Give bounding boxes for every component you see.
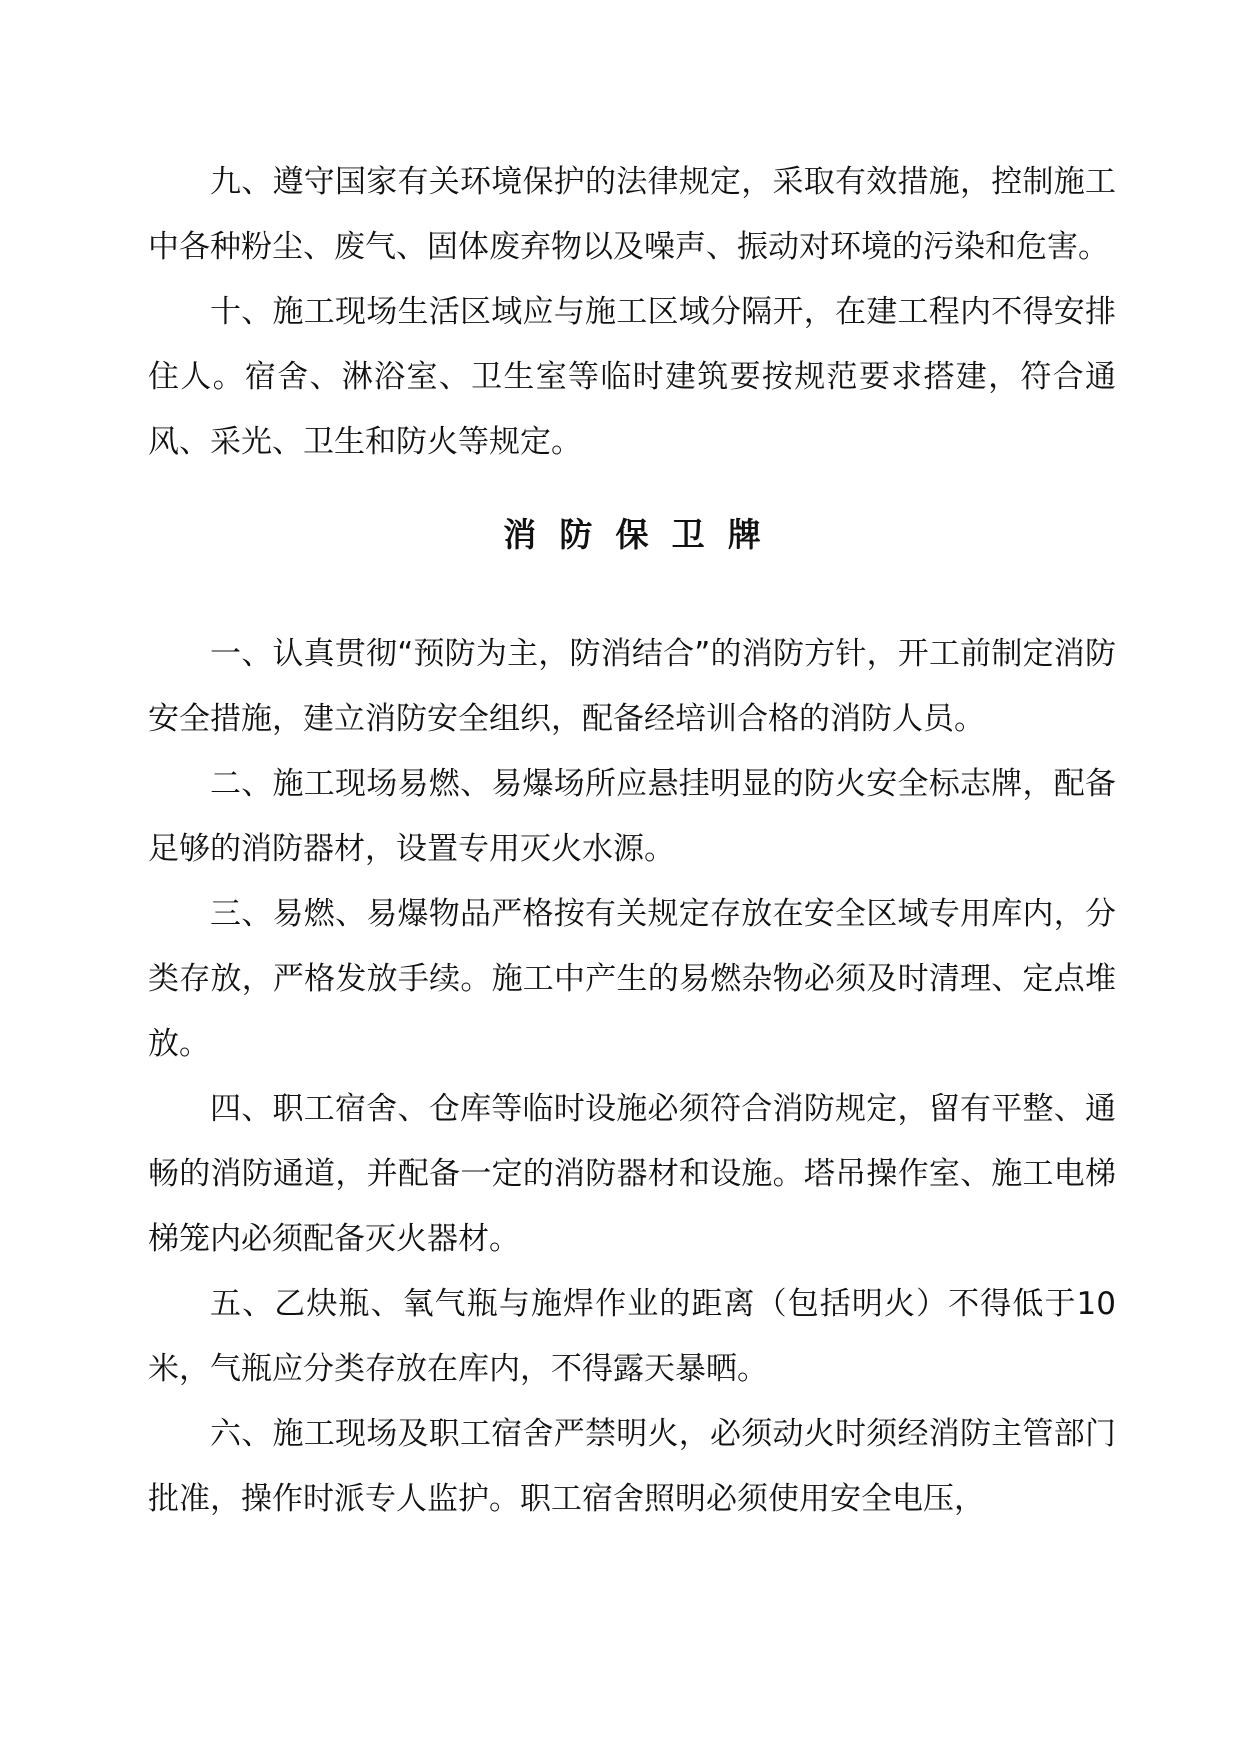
paragraph-dormitory-warehouse: 四、职工宿舍、仓库等临时设施必须符合消防规定，留有平整、通畅的消防通道，并配备一定的消防器材和设施。塔吊操作室、施工电梯梯笼内必须配备灭火器材。 (148, 1091, 1116, 1257)
paragraph-living-area: 十、施工现场生活区域应与施工区域分隔开，在建工程内不得安排住人。宿舍、淋浴室、卫生室等临时建筑要按规范要求搭建，符合通风、采光、卫生和防火等规定。 (148, 294, 1116, 460)
document-page (148, 150, 1116, 1532)
spacer (148, 475, 1116, 502)
section-title: 消防保卫牌 (503, 515, 784, 554)
spacer (148, 567, 1116, 622)
paragraph-flammable-storage: 三、易燃、易爆物品严格按有关规定存放在安全区域专用库内，分类存放，严格发放手续。施工中产生的易燃杂物必须及时清理、定点堆放。 (148, 896, 1116, 1062)
paragraph-environment-protection: 九、遵守国家有关环境保护的法律规定，采取有效措施，控制施工中各种粉尘、废气、固体废弃物以及噪声、振动对环境的污染和危害。 (148, 164, 1116, 265)
paragraph-open-flame: 六、施工现场及职工宿舍严禁明火，必须动火时须经消防主管部门批准，操作时派专人监护。职工宿舍照明必须使用安全电压， (148, 1416, 1116, 1517)
paragraph-fire-signs: 二、施工现场易燃、易爆场所应悬挂明显的防火安全标志牌，配备足够的消防器材，设置专用灭火水源。 (148, 766, 1116, 867)
paragraph-fire-policy: 一、认真贯彻“预防为主，防消结合”的消防方针，开工前制定消防安全措施，建立消防安全组织，配备经培训合格的消防人员。 (148, 636, 1116, 737)
paragraph-gas-cylinders: 五、乙炔瓶、氧气瓶与施焊作业的距离（包括明火）不得低于10米，气瓶应分类存放在库内，不得露天暴晒。 (148, 1286, 1116, 1387)
